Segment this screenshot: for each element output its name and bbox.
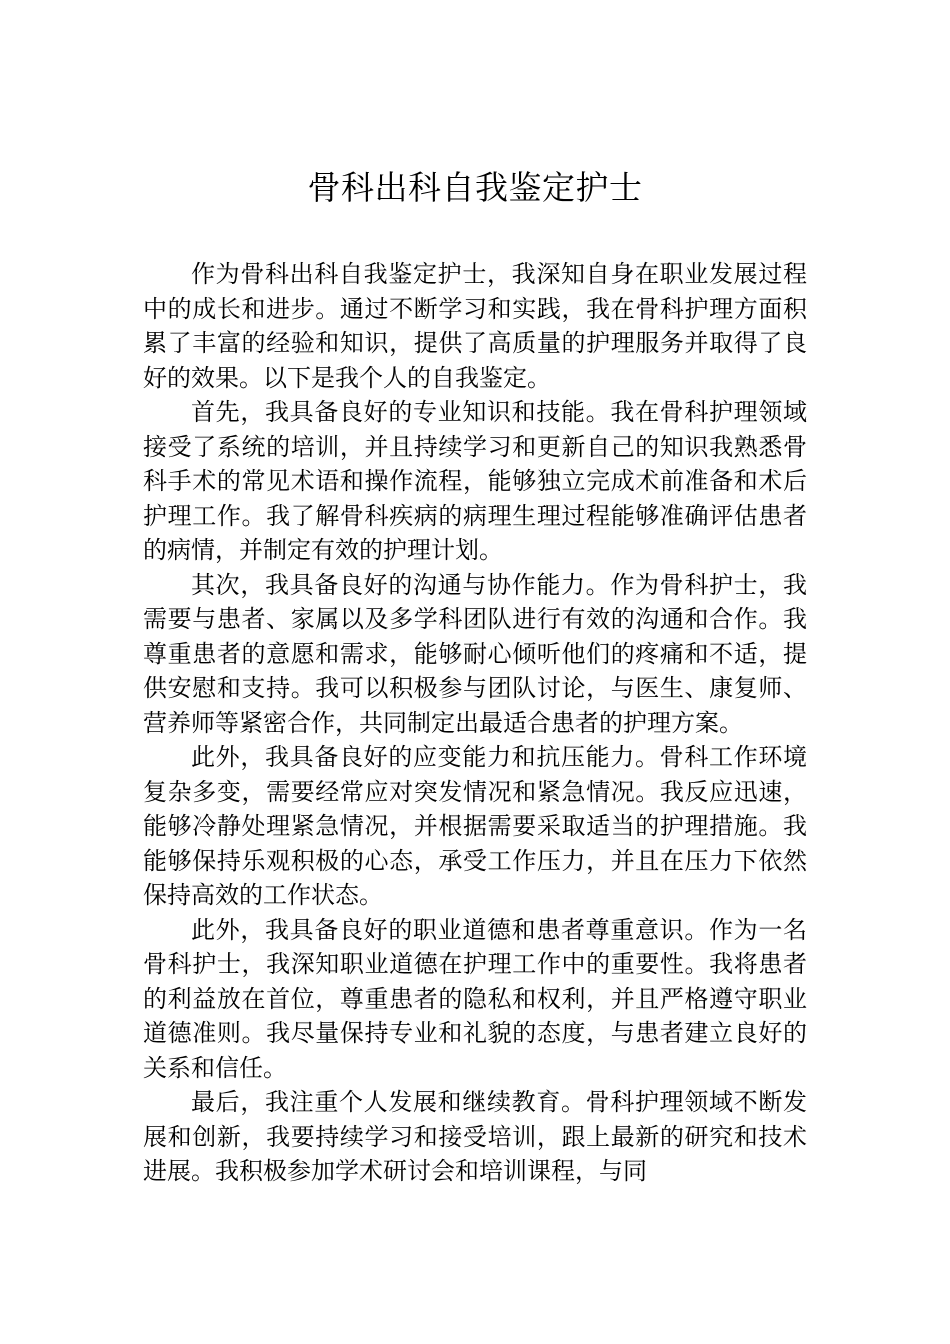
document-title: 骨科出科自我鉴定护士: [307, 168, 643, 207]
document-body: [143, 257, 807, 1189]
paragraph: 其次，我具备良好的沟通与协作能力。作为骨科护士，我需要与患者、家属以及多学科团队进行有效的沟通和合作。我尊重患者的意愿和需求，能够耐心倾听他们的疼痛和不适，提供安慰和支持。我可以积极参与团队讨论，与医生、康复师、营养师等紧密合作，共同制定出最适合患者的护理方案。: [143, 570, 807, 737]
paragraph: 此外，我具备良好的职业道德和患者尊重意识。作为一名骨科护士，我深知职业道德在护理工作中的重要性。我将患者的利益放在首位，尊重患者的隐私和权利，并且严格遵守职业道德准则。我尽量保持专业和礼貌的态度，与患者建立良好的关系和信任。: [143, 915, 807, 1082]
paragraph: 最后，我注重个人发展和继续教育。骨科护理领域不断发展和创新，我要持续学习和接受培训，跟上最新的研究和技术进展。我积极参加学术研讨会和培训课程，与同: [143, 1088, 807, 1185]
paragraph: 首先，我具备良好的专业知识和技能。我在骨科护理领域接受了系统的培训，并且持续学习和更新自己的知识我熟悉骨科手术的常见术语和操作流程，能够独立完成术前准备和术后护理工作。我了解骨科疾病的病理生理过程能够准确评估患者的病情，并制定有效的护理计划。: [143, 398, 807, 564]
paragraph: 作为骨科出科自我鉴定护士，我深知自身在职业发展过程中的成长和进步。通过不断学习和实践，我在骨科护理方面积累了丰富的经验和知识，提供了高质量的护理服务并取得了良好的效果。以下是我个人的自我鉴定。: [143, 260, 807, 392]
paragraph: 此外，我具备良好的应变能力和抗压能力。骨科工作环境复杂多变，需要经常应对突发情况和紧急情况。我反应迅速，能够冷静处理紧急情况，并根据需要采取适当的护理措施。我能够保持乐观积极的心态，承受工作压力，并且在压力下依然保持高效的工作状态。: [143, 743, 807, 909]
